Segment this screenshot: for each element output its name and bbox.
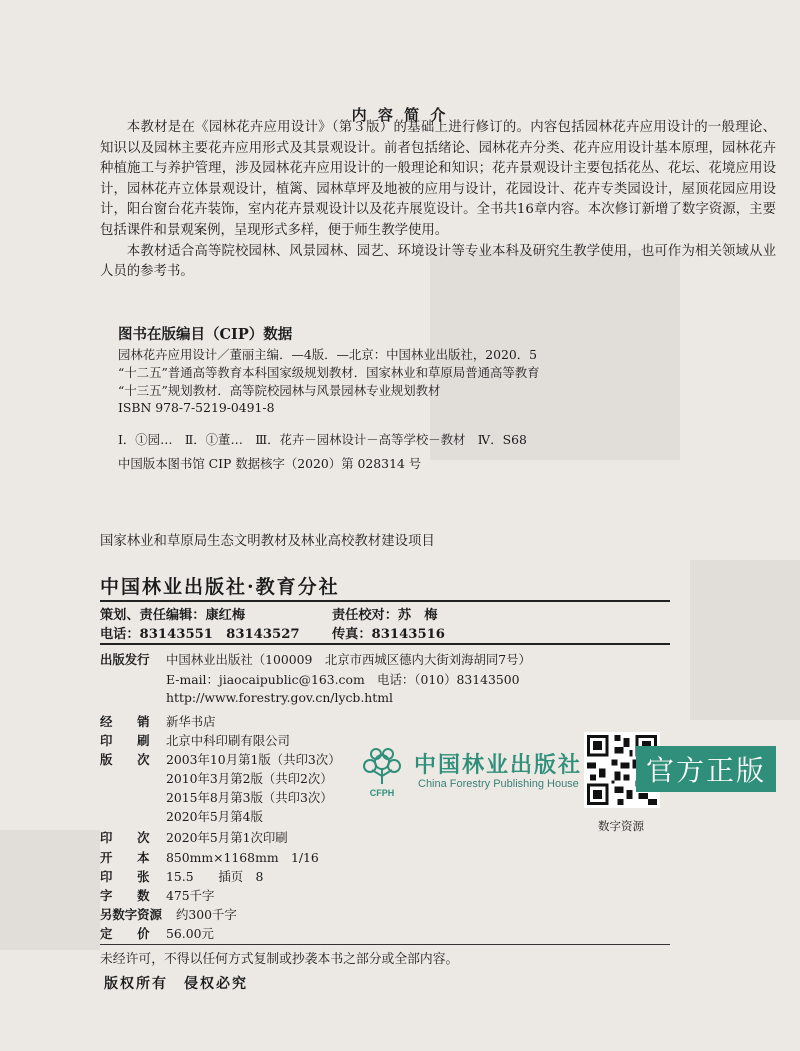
format-value: 850mm×1168mm 1/16 [166, 850, 319, 865]
publish-label: 出版发行 [100, 652, 150, 667]
words-value: 475千字 [166, 888, 215, 903]
words-label: 字 数 [100, 888, 150, 903]
digital-label: 另数字资源 [100, 907, 162, 922]
email-line: E-mail：jiaocaipublic@163.com 电话：（010）83143500 [166, 672, 520, 687]
format-label: 开 本 [100, 850, 150, 865]
cip-line: ISBN 978-7-5219-0491-8 [118, 400, 275, 416]
cip-classification: Ⅰ．①园… Ⅱ．①董… Ⅲ．花卉－园林设计－高等学校－教材 Ⅳ．S68 [118, 432, 527, 447]
cip-line: 园林花卉应用设计／董丽主编．—4版．—北京：中国林业出版社，2020．5 [118, 347, 538, 362]
cip-title: 图书在版编目（CIP）数据 [118, 326, 293, 343]
printer-label: 印 刷 [100, 733, 150, 748]
price-label: 定 价 [100, 926, 150, 941]
logo-en-name: China Forestry Publishing House [418, 778, 579, 790]
intro-body [100, 118, 776, 283]
proof-label: 责任校对：苏 梅 [332, 608, 438, 623]
cip-line: “十二五”普通高等教育本科国家级规划教材．国家林业和草原局普通高等教育 [118, 364, 540, 380]
logo-cn-name: 中国林业出版社 [414, 752, 583, 778]
sheets-label: 印 张 [100, 869, 150, 884]
cip-line: “十三五”规划教材．高等院校园林与风景园林专业规划教材 [118, 382, 441, 398]
phone-label: 电话：83143551 83143527 [100, 627, 300, 642]
price-value: 56.00元 [166, 926, 214, 941]
digital-value: 约300千字 [176, 907, 237, 922]
fax-label: 传真：83143516 [332, 627, 445, 642]
publish-value: 中国林业出版社（100009 北京市西城区德内大街刘海胡同7号） [166, 652, 531, 667]
contact-row [100, 623, 670, 642]
publisher-brand: 中国林业出版社·教育分社 [100, 576, 340, 598]
editor-label: 策划、责任编辑：康红梅 [100, 608, 246, 623]
edition-line: 2003年10月第1版（共印3次） [166, 752, 341, 767]
sheets-value: 15.5 插页 8 [166, 869, 264, 884]
divider [100, 944, 670, 945]
divider [100, 643, 670, 645]
distributor-label: 经 销 [100, 714, 150, 729]
intro-title: 内 容 简 介 [351, 106, 449, 125]
printing-value: 2020年5月第1次印刷 [166, 830, 288, 845]
qr-caption: 数字资源 [598, 819, 644, 833]
official-badge: 官方正版 [636, 746, 776, 792]
edition-line: 2010年3月第2版（共印2次） [166, 771, 333, 786]
edition-label: 版 次 [100, 752, 150, 767]
edition-line: 2015年8月第3版（共印3次） [166, 790, 333, 805]
printer-value: 北京中科印刷有限公司 [166, 733, 290, 748]
divider [100, 600, 670, 602]
show-through-block [690, 560, 800, 720]
intro-paragraph: 本教材是在《园林花卉应用设计》（第３版）的基础上进行修订的。内容包括园林花卉应用设计的一般理论、知识以及园林主要花卉应用形式及其景观设计。前者包括绪论、园林花卉分类、花卉应用设计基本原理，园林花卉种植施工与养护管理，涉及园林花卉应用设计的一般理论和知识；花卉景观设计主要包括花丛、花坛、花境应用设计，园林花卉立体景观设计，植篱、园林草坪及地被的应用与设计，花园设计、花卉专类园设计，屋顶花园应用设计，阳台窗台花卉装饰，室内花卉景观设计以及花卉展览设计。全书共16章内容。本次修订新增了数字资源，主要包括课件和景观案例，呈现形式多样，便于师生教学使用。 [100, 120, 776, 238]
show-through-block [0, 830, 100, 950]
url-line: http://www.forestry.gov.cn/lycb.html [166, 690, 393, 705]
printing-label: 印 次 [100, 830, 150, 845]
intro-paragraph: 本教材适合高等院校园林、风景园林、园艺、环境设计等专业本科及研究生教学使用，也可作为相关领域从业人员的参考书。 [100, 243, 776, 280]
project-line: 国家林业和草原局生态文明教材及林业高校教材建设项目 [100, 534, 435, 549]
tree-logo-icon [356, 742, 408, 800]
edition-line: 2020年5月第4版 [166, 809, 263, 824]
distributor-value: 新华书店 [166, 714, 216, 729]
cip-record-number: 中国版本图书馆 CIP 数据核字（2020）第 028314 号 [118, 456, 422, 471]
editor-row [100, 604, 670, 623]
copyright-notice: 未经许可，不得以任何方式复制或抄袭本书之部分或全部内容。 [100, 952, 459, 967]
logo-mark-text: CFPH [369, 788, 395, 798]
cip-record [118, 346, 540, 417]
rights-reserved: 版权所有 侵权必究 [104, 976, 248, 992]
